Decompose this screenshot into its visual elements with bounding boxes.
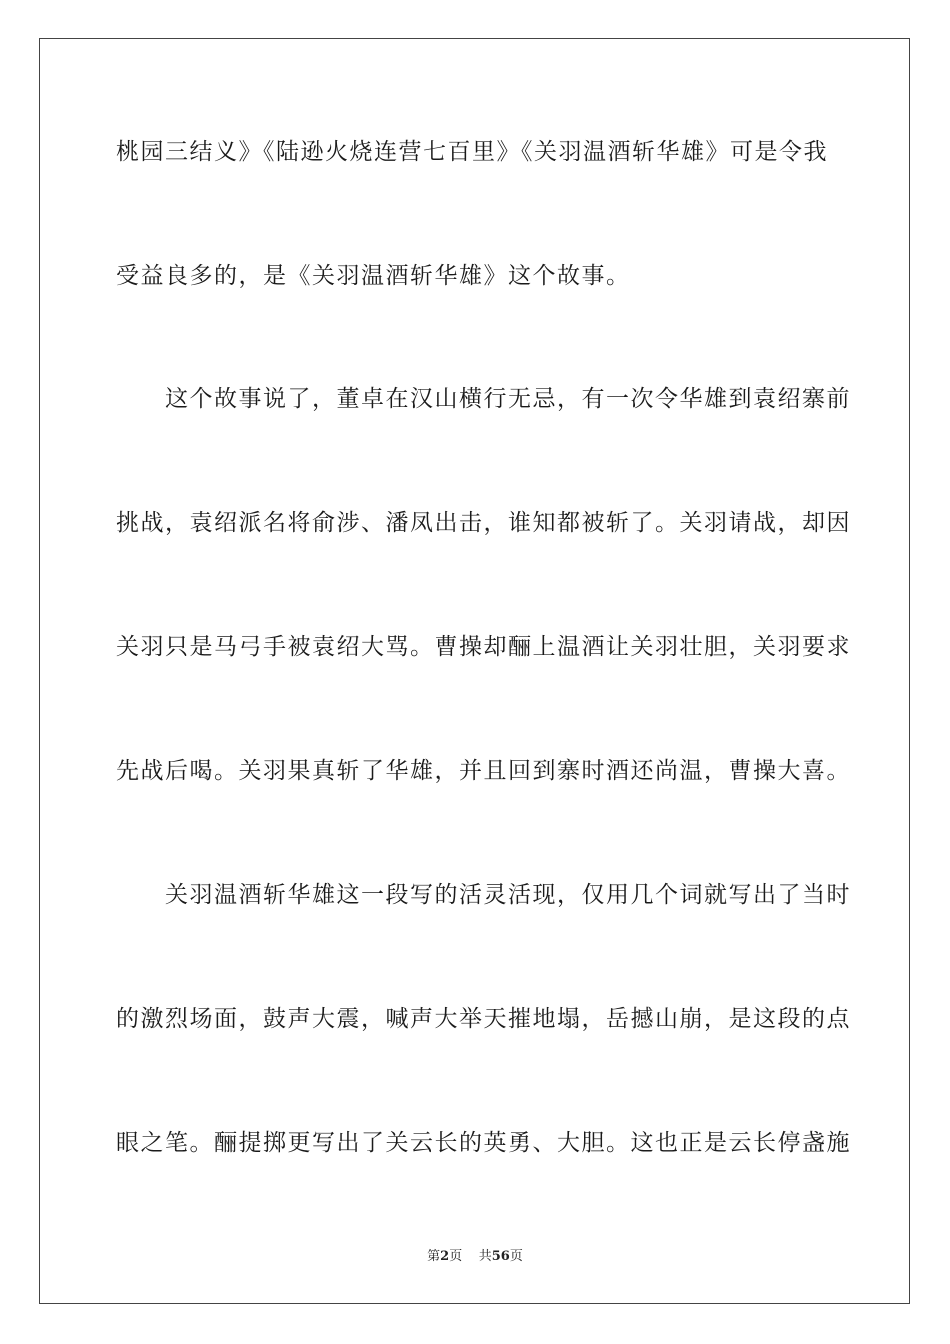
text-line-8: 的激烈场面，鼓声大震，喊声大举天摧地塌，岳撼山崩，是这段的点	[116, 1006, 851, 1032]
total-pages: 56	[491, 1249, 510, 1264]
text-line-2: 受益良多的，是《关羽温酒斩华雄》这个故事。	[116, 263, 631, 289]
text-line-6: 先战后喝。关羽果真斩了华雄，并且回到寨时酒还尚温，曹操大喜。	[116, 758, 851, 784]
page-number: 2	[440, 1249, 450, 1264]
page-suffix: 页	[449, 1249, 463, 1264]
text-line-7: 关羽温酒斩华雄这一段写的活灵活现，仅用几个词就写出了当时	[165, 882, 851, 908]
page-border	[39, 38, 910, 1304]
text-line-3: 这个故事说了，董卓在汉山横行无忌，有一次令华雄到袁绍寨前	[165, 386, 851, 412]
total-prefix: 共	[478, 1249, 492, 1264]
text-line-9: 眼之笔。酾提掷更写出了关云长的英勇、大胆。这也正是云长停盏施	[116, 1130, 851, 1156]
page-footer	[0, 1248, 950, 1266]
text-line-5: 关羽只是马弓手被袁绍大骂。曹操却酾上温酒让关羽壮胆，关羽要求	[116, 634, 851, 660]
text-line-4: 挑战，袁绍派名将俞涉、潘凤出击，谁知都被斩了。关羽请战，却因	[116, 510, 851, 536]
page-prefix: 第	[427, 1249, 441, 1264]
total-suffix: 页	[509, 1249, 523, 1264]
text-line-1: 桃园三结义》《陆逊火烧连营七百里》《关羽温酒斩华雄》可是令我	[116, 139, 828, 165]
